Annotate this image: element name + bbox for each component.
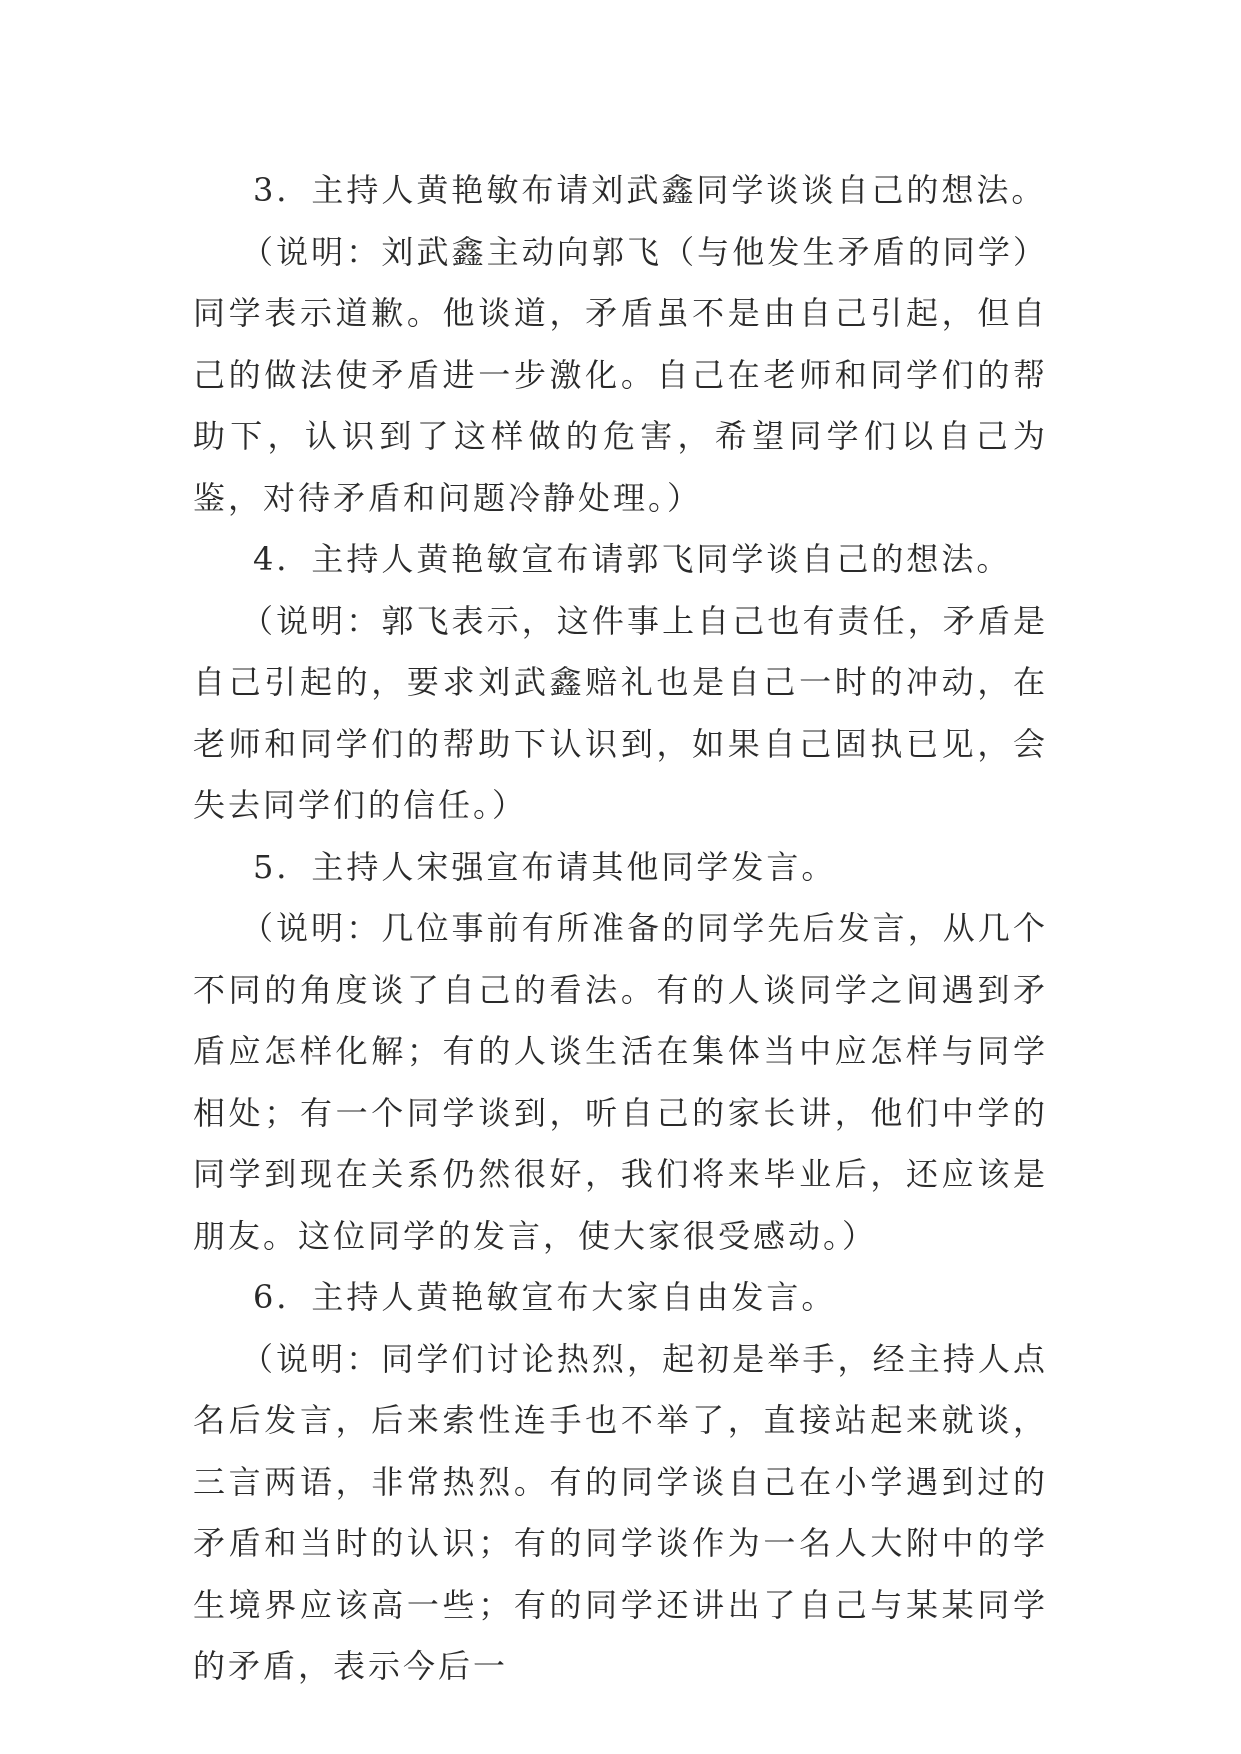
note-paragraph-4: （说明：郭飞表示，这件事上自己也有责任，矛盾是自己引起的，要求刘武鑫赔礼也是自己一时的冲动，在老师和同学们的帮助下认识到，如果自己固执已见，会失去同学们的信任。）: [193, 601, 1048, 824]
item-paragraph-3: 3．主持人黄艳敏布请刘武鑫同学谈谈自己的想法。: [253, 171, 1047, 209]
item-paragraph-4: 4．主持人黄艳敏宣布请郭飞同学谈自己的想法。: [253, 540, 1012, 578]
note-paragraph-6: （说明：同学们讨论热烈，起初是举手，经主持人点名后发言，后来索性连手也不举了，直接站起来就谈，三言两语，非常热烈。有的同学谈自己在小学遇到过的矛盾和当时的认识；有的同学谈作为一名人大附中的学生境界应该高一些；有的同学还讲出了自己与某某同学的矛盾，表示今后一: [193, 1339, 1048, 1685]
note-paragraph-3: （说明：刘武鑫主动向郭飞（与他发生矛盾的同学）同学表示道歉。他谈道，矛盾虽不是由自己引起，但自己的做法使矛盾进一步激化。自己在老师和同学们的帮助下，认识到了这样做的危害，希望同学们以自己为鉴，对待矛盾和问题冷静处理。）: [193, 232, 1048, 517]
item-paragraph-6: 6．主持人黄艳敏宣布大家自由发言。: [253, 1278, 837, 1316]
item-paragraph-5: 5．主持人宋强宣布请其他同学发言。: [253, 847, 837, 886]
document-body: [193, 160, 1048, 1698]
note-paragraph-5: （说明：几位事前有所准备的同学先后发言，从几个不同的角度谈了自己的看法。有的人谈同学之间遇到矛盾应怎样化解；有的人谈生活在集体当中应怎样与同学相处；有一个同学谈到，听自己的家长讲，他们中学的同学到现在关系仍然很好，我们将来毕业后，还应该是朋友。这位同学的发言，使大家很受感动。）: [193, 909, 1048, 1255]
